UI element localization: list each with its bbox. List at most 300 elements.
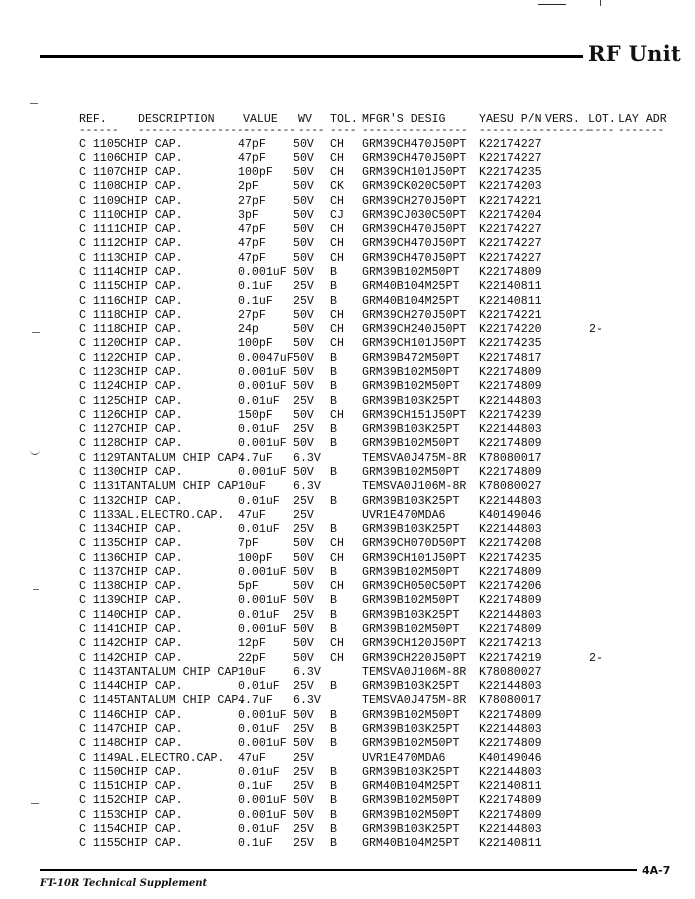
- cell-mfgr-desig: GRM39CH470J50PT: [362, 138, 467, 151]
- cell-ref: C 1108: [79, 180, 121, 193]
- cell-yaesu-pn: K40149046: [479, 509, 542, 522]
- cell-value: 3pF: [238, 209, 259, 222]
- cell-mfgr-desig: GRM39B102M50PT: [362, 623, 460, 636]
- cell-wv: 50V: [293, 223, 314, 236]
- cell-tol: B: [330, 809, 337, 822]
- cell-wv: 25V: [293, 766, 314, 779]
- column-rule: ----: [588, 125, 615, 137]
- cell-mfgr-desig: GRM39CJ030C50PT: [362, 209, 467, 222]
- cell-ref: C 1125: [79, 395, 121, 408]
- column-rule: ------: [79, 125, 119, 137]
- cell-ref: C 1110: [79, 209, 121, 222]
- cell-tol: CH: [330, 337, 344, 350]
- cell-value: 47pF: [238, 237, 266, 250]
- cell-tol: CK: [330, 180, 344, 193]
- cell-mfgr-desig: TEMSVA0J475M-8R: [362, 694, 467, 707]
- cell-value: 0.001uF: [238, 794, 287, 807]
- cell-wv: 50V: [293, 537, 314, 550]
- column-rule: ----: [330, 125, 357, 137]
- cell-description: CHIP CAP.: [120, 366, 183, 379]
- cell-description: CHIP CAP.: [120, 180, 183, 193]
- column-header-tol: TOL.: [330, 113, 358, 126]
- cell-yaesu-pn: K22174809: [479, 566, 542, 579]
- cell-mfgr-desig: TEMSVA0J106M-8R: [362, 480, 467, 493]
- cell-mfgr-desig: GRM39CH240J50PT: [362, 323, 467, 336]
- column-header-yaesu-pn: YAESU P/N: [479, 113, 542, 126]
- cell-mfgr-desig: GRM39B103K25PT: [362, 495, 460, 508]
- cell-tol: B: [330, 823, 337, 836]
- cell-wv: 50V: [293, 195, 314, 208]
- cell-value: 22pF: [238, 652, 266, 665]
- cell-wv: 6.3V: [293, 452, 321, 465]
- cell-mfgr-desig: GRM40B104M25PT: [362, 780, 460, 793]
- cell-yaesu-pn: K22144803: [479, 523, 542, 536]
- cell-description: CHIP CAP.: [120, 266, 183, 279]
- cell-tol: B: [330, 794, 337, 807]
- cell-description: CHIP CAP.: [120, 723, 183, 736]
- cell-wv: 25V: [293, 523, 314, 536]
- cell-ref: C 1111: [79, 223, 121, 236]
- margin-mark: [33, 589, 39, 590]
- cell-mfgr-desig: GRM39B102M50PT: [362, 737, 460, 750]
- cell-description: CHIP CAP.: [120, 195, 183, 208]
- cell-wv: 25V: [293, 752, 314, 765]
- cell-description: AL.ELECTRO.CAP.: [120, 752, 225, 765]
- cell-mfgr-desig: GRM39B103K25PT: [362, 766, 460, 779]
- cell-wv: 50V: [293, 594, 314, 607]
- cell-yaesu-pn: K22174219: [479, 652, 542, 665]
- cell-yaesu-pn: K22174809: [479, 437, 542, 450]
- cell-tol: CH: [330, 580, 344, 593]
- cell-mfgr-desig: GRM40B104M25PT: [362, 837, 460, 850]
- cell-lot: 2-: [589, 323, 603, 336]
- cell-yaesu-pn: K78080027: [479, 666, 542, 679]
- cell-wv: 50V: [293, 552, 314, 565]
- cell-wv: 6.3V: [293, 666, 321, 679]
- cell-tol: CH: [330, 152, 344, 165]
- cell-ref: C 1148: [79, 737, 121, 750]
- cell-mfgr-desig: GRM39CH101J50PT: [362, 337, 467, 350]
- cell-value: 150pF: [238, 409, 273, 422]
- header-rule: [40, 55, 583, 58]
- column-header-lot: LOT.: [588, 113, 616, 126]
- cell-mfgr-desig: GRM39B103K25PT: [362, 823, 460, 836]
- cell-tol: CH: [330, 237, 344, 250]
- cell-wv: 50V: [293, 409, 314, 422]
- cell-mfgr-desig: UVR1E470MDA6: [362, 752, 446, 765]
- cell-yaesu-pn: K22174235: [479, 166, 542, 179]
- cell-value: 0.01uF: [238, 609, 280, 622]
- cell-ref: C 1153: [79, 809, 121, 822]
- cell-description: CHIP CAP.: [120, 680, 183, 693]
- cell-yaesu-pn: K22174809: [479, 266, 542, 279]
- cell-tol: B: [330, 366, 337, 379]
- cell-ref: C 1129: [79, 452, 121, 465]
- cell-description: CHIP CAP.: [120, 837, 183, 850]
- cell-ref: C 1151: [79, 780, 121, 793]
- cell-wv: 25V: [293, 423, 314, 436]
- cell-value: 2pF: [238, 180, 259, 193]
- cell-description: CHIP CAP.: [120, 337, 183, 350]
- cell-description: CHIP CAP.: [120, 594, 183, 607]
- margin-mark: [30, 103, 38, 104]
- cell-wv: 6.3V: [293, 480, 321, 493]
- cell-description: CHIP CAP.: [120, 380, 183, 393]
- cell-tol: CH: [330, 537, 344, 550]
- cell-yaesu-pn: K78080027: [479, 480, 542, 493]
- cell-value: 0.001uF: [238, 737, 287, 750]
- cell-ref: C 1142: [79, 637, 121, 650]
- cell-description: CHIP CAP.: [120, 423, 183, 436]
- cell-description: CHIP CAP.: [120, 352, 183, 365]
- cell-description: CHIP CAP.: [120, 466, 183, 479]
- cell-ref: C 1136: [79, 552, 121, 565]
- cell-description: CHIP CAP.: [120, 323, 183, 336]
- cell-value: 0.001uF: [238, 566, 287, 579]
- cell-tol: CH: [330, 309, 344, 322]
- cell-mfgr-desig: GRM39CH270J50PT: [362, 309, 467, 322]
- cell-value: 0.001uF: [238, 380, 287, 393]
- top-edge-mark: [538, 4, 566, 5]
- cell-tol: B: [330, 523, 337, 536]
- margin-mark: [32, 332, 40, 333]
- cell-wv: 50V: [293, 337, 314, 350]
- cell-ref: C 1132: [79, 495, 121, 508]
- cell-mfgr-desig: GRM39B103K25PT: [362, 423, 460, 436]
- cell-value: 0.001uF: [238, 809, 287, 822]
- cell-yaesu-pn: K22140811: [479, 837, 542, 850]
- column-rule: ----: [298, 125, 325, 137]
- cell-ref: C 1113: [79, 252, 121, 265]
- column-rule: -------: [618, 125, 665, 137]
- section-title: RF Unit: [588, 41, 682, 66]
- column-rule: --------: [243, 125, 296, 137]
- cell-description: CHIP CAP.: [120, 437, 183, 450]
- cell-tol: B: [330, 623, 337, 636]
- cell-value: 0.001uF: [238, 709, 287, 722]
- cell-mfgr-desig: TEMSVA0J475M-8R: [362, 452, 467, 465]
- document-title: FT-10R Technical Supplement: [40, 878, 208, 889]
- cell-yaesu-pn: K22174227: [479, 237, 542, 250]
- cell-ref: C 1120: [79, 337, 121, 350]
- cell-ref: C 1112: [79, 237, 121, 250]
- cell-value: 0.001uF: [238, 623, 287, 636]
- cell-value: 0.01uF: [238, 523, 280, 536]
- cell-yaesu-pn: K22174221: [479, 195, 542, 208]
- cell-mfgr-desig: GRM39CH270J50PT: [362, 195, 467, 208]
- cell-ref: C 1138: [79, 580, 121, 593]
- column-rule: -----------------: [138, 125, 251, 137]
- cell-yaesu-pn: K22174208: [479, 537, 542, 550]
- cell-yaesu-pn: K22144803: [479, 395, 542, 408]
- cell-mfgr-desig: GRM39CH050C50PT: [362, 580, 467, 593]
- cell-mfgr-desig: GRM39B103K25PT: [362, 523, 460, 536]
- margin-curve-mark: [30, 446, 40, 455]
- cell-description: CHIP CAP.: [120, 552, 183, 565]
- cell-wv: 50V: [293, 252, 314, 265]
- cell-value: 4.7uF: [238, 694, 273, 707]
- cell-description: CHIP CAP.: [120, 152, 183, 165]
- cell-wv: 50V: [293, 138, 314, 151]
- cell-description: CHIP CAP.: [120, 523, 183, 536]
- cell-mfgr-desig: GRM39B102M50PT: [362, 709, 460, 722]
- cell-yaesu-pn: K22174235: [479, 552, 542, 565]
- cell-mfgr-desig: GRM39B103K25PT: [362, 723, 460, 736]
- cell-mfgr-desig: GRM39CH120J50PT: [362, 637, 467, 650]
- cell-value: 0.001uF: [238, 366, 287, 379]
- cell-mfgr-desig: GRM39CH470J50PT: [362, 252, 467, 265]
- cell-wv: 50V: [293, 180, 314, 193]
- cell-yaesu-pn: K22174227: [479, 152, 542, 165]
- cell-description: CHIP CAP.: [120, 252, 183, 265]
- cell-ref: C 1149: [79, 752, 121, 765]
- cell-mfgr-desig: GRM39B102M50PT: [362, 466, 460, 479]
- cell-ref: C 1124: [79, 380, 121, 393]
- cell-tol: B: [330, 495, 337, 508]
- top-edge-tick: [600, 0, 601, 6]
- cell-value: 0.1uF: [238, 837, 273, 850]
- cell-ref: C 1123: [79, 366, 121, 379]
- cell-description: CHIP CAP.: [120, 537, 183, 550]
- cell-tol: B: [330, 609, 337, 622]
- cell-ref: C 1118: [79, 309, 121, 322]
- cell-ref: C 1147: [79, 723, 121, 736]
- cell-yaesu-pn: K22144803: [479, 609, 542, 622]
- cell-wv: 50V: [293, 623, 314, 636]
- cell-value: 0.1uF: [238, 295, 273, 308]
- cell-yaesu-pn: K40149046: [479, 752, 542, 765]
- cell-description: CHIP CAP.: [120, 652, 183, 665]
- cell-description: CHIP CAP.: [120, 766, 183, 779]
- cell-description: CHIP CAP.: [120, 609, 183, 622]
- cell-tol: B: [330, 266, 337, 279]
- cell-ref: C 1109: [79, 195, 121, 208]
- cell-ref: C 1115: [79, 280, 121, 293]
- cell-description: CHIP CAP.: [120, 280, 183, 293]
- cell-ref: C 1152: [79, 794, 121, 807]
- cell-value: 0.1uF: [238, 280, 273, 293]
- cell-value: 0.0047uF: [238, 352, 294, 365]
- cell-ref: C 1133: [79, 509, 121, 522]
- cell-value: 0.01uF: [238, 395, 280, 408]
- cell-yaesu-pn: K22174235: [479, 337, 542, 350]
- cell-tol: CH: [330, 166, 344, 179]
- cell-mfgr-desig: GRM39CH101J50PT: [362, 552, 467, 565]
- cell-wv: 25V: [293, 495, 314, 508]
- cell-yaesu-pn: K22174206: [479, 580, 542, 593]
- cell-value: 47pF: [238, 223, 266, 236]
- cell-description: CHIP CAP.: [120, 409, 183, 422]
- cell-value: 0.001uF: [238, 466, 287, 479]
- cell-ref: C 1128: [79, 437, 121, 450]
- column-header-description: DESCRIPTION: [138, 113, 215, 126]
- cell-mfgr-desig: GRM39CK020C50PT: [362, 180, 467, 193]
- cell-yaesu-pn: K22174809: [479, 380, 542, 393]
- cell-value: 0.001uF: [238, 594, 287, 607]
- cell-wv: 50V: [293, 437, 314, 450]
- cell-mfgr-desig: GRM39B103K25PT: [362, 680, 460, 693]
- column-header-ref: REF.: [79, 113, 107, 126]
- cell-value: 0.01uF: [238, 823, 280, 836]
- cell-description: CHIP CAP.: [120, 166, 183, 179]
- cell-yaesu-pn: K22174227: [479, 223, 542, 236]
- cell-ref: C 1106: [79, 152, 121, 165]
- cell-ref: C 1107: [79, 166, 121, 179]
- column-header-wv: WV: [298, 113, 312, 126]
- cell-wv: 25V: [293, 395, 314, 408]
- cell-description: CHIP CAP.: [120, 209, 183, 222]
- cell-value: 0.01uF: [238, 495, 280, 508]
- cell-tol: B: [330, 423, 337, 436]
- cell-wv: 50V: [293, 566, 314, 579]
- cell-ref: C 1126: [79, 409, 121, 422]
- cell-mfgr-desig: GRM39CH220J50PT: [362, 652, 467, 665]
- cell-value: 24p: [238, 323, 259, 336]
- cell-value: 10uF: [238, 480, 266, 493]
- cell-yaesu-pn: K22140811: [479, 280, 542, 293]
- cell-value: 47pF: [238, 152, 266, 165]
- column-header-lay-adr: LAY ADR: [618, 113, 667, 126]
- cell-ref: C 1134: [79, 523, 121, 536]
- cell-tol: CJ: [330, 209, 344, 222]
- cell-wv: 25V: [293, 780, 314, 793]
- cell-description: AL.ELECTRO.CAP.: [120, 509, 225, 522]
- cell-description: CHIP CAP.: [120, 823, 183, 836]
- cell-mfgr-desig: GRM39B102M50PT: [362, 380, 460, 393]
- cell-value: 47pF: [238, 252, 266, 265]
- cell-value: 0.01uF: [238, 680, 280, 693]
- cell-description: CHIP CAP.: [120, 637, 183, 650]
- cell-description: CHIP CAP.: [120, 809, 183, 822]
- cell-tol: CH: [330, 195, 344, 208]
- cell-wv: 25V: [293, 723, 314, 736]
- cell-wv: 50V: [293, 637, 314, 650]
- cell-tol: B: [330, 723, 337, 736]
- cell-wv: 50V: [293, 794, 314, 807]
- cell-ref: C 1105: [79, 138, 121, 151]
- cell-mfgr-desig: GRM39B103K25PT: [362, 609, 460, 622]
- cell-mfgr-desig: GRM39B102M50PT: [362, 809, 460, 822]
- cell-value: 5pF: [238, 580, 259, 593]
- cell-tol: B: [330, 280, 337, 293]
- cell-ref: C 1130: [79, 466, 121, 479]
- cell-value: 0.1uF: [238, 780, 273, 793]
- cell-tol: B: [330, 709, 337, 722]
- cell-yaesu-pn: K22174227: [479, 252, 542, 265]
- cell-ref: C 1144: [79, 680, 121, 693]
- cell-value: 100pF: [238, 552, 273, 565]
- cell-yaesu-pn: K22174221: [479, 309, 542, 322]
- cell-mfgr-desig: GRM39CH070D50PT: [362, 537, 467, 550]
- cell-yaesu-pn: K22174203: [479, 180, 542, 193]
- cell-description: TANTALUM CHIP CAP.: [120, 694, 246, 707]
- cell-yaesu-pn: K22174809: [479, 366, 542, 379]
- cell-yaesu-pn: K22140811: [479, 295, 542, 308]
- cell-ref: C 1122: [79, 352, 121, 365]
- cell-tol: B: [330, 780, 337, 793]
- cell-description: CHIP CAP.: [120, 623, 183, 636]
- cell-yaesu-pn: K22174817: [479, 352, 542, 365]
- cell-wv: 50V: [293, 652, 314, 665]
- cell-tol: CH: [330, 652, 344, 665]
- cell-value: 4.7uF: [238, 452, 273, 465]
- cell-tol: CH: [330, 252, 344, 265]
- cell-wv: 50V: [293, 266, 314, 279]
- cell-yaesu-pn: K22174809: [479, 594, 542, 607]
- footer-rule: [40, 869, 637, 871]
- cell-wv: 50V: [293, 580, 314, 593]
- cell-wv: 50V: [293, 166, 314, 179]
- cell-mfgr-desig: GRM39B102M50PT: [362, 594, 460, 607]
- cell-description: CHIP CAP.: [120, 737, 183, 750]
- cell-wv: 50V: [293, 352, 314, 365]
- cell-lot: 2-: [589, 652, 603, 665]
- cell-wv: 25V: [293, 823, 314, 836]
- cell-value: 0.01uF: [238, 423, 280, 436]
- cell-yaesu-pn: K22174809: [479, 794, 542, 807]
- cell-mfgr-desig: GRM39CH470J50PT: [362, 223, 467, 236]
- cell-description: TANTALUM CHIP CAP.: [120, 480, 246, 493]
- cell-value: 7pF: [238, 537, 259, 550]
- cell-wv: 50V: [293, 737, 314, 750]
- cell-wv: 50V: [293, 309, 314, 322]
- cell-wv: 6.3V: [293, 694, 321, 707]
- column-header-mfgr-desig: MFGR'S DESIG: [362, 113, 446, 126]
- cell-ref: C 1141: [79, 623, 121, 636]
- cell-yaesu-pn: K22174809: [479, 809, 542, 822]
- cell-wv: 25V: [293, 295, 314, 308]
- cell-description: CHIP CAP.: [120, 495, 183, 508]
- cell-yaesu-pn: K22144803: [479, 680, 542, 693]
- cell-wv: 50V: [293, 809, 314, 822]
- cell-yaesu-pn: K22144803: [479, 823, 542, 836]
- cell-description: CHIP CAP.: [120, 566, 183, 579]
- cell-mfgr-desig: UVR1E470MDA6: [362, 509, 446, 522]
- cell-mfgr-desig: GRM39CH151J50PT: [362, 409, 467, 422]
- cell-tol: B: [330, 737, 337, 750]
- cell-tol: CH: [330, 552, 344, 565]
- cell-yaesu-pn: K22174809: [479, 466, 542, 479]
- cell-ref: C 1118: [79, 323, 121, 336]
- cell-description: CHIP CAP.: [120, 295, 183, 308]
- margin-mark: [31, 803, 39, 804]
- cell-wv: 25V: [293, 280, 314, 293]
- cell-description: CHIP CAP.: [120, 395, 183, 408]
- cell-wv: 50V: [293, 323, 314, 336]
- column-rule: -------: [545, 125, 592, 137]
- cell-wv: 25V: [293, 509, 314, 522]
- cell-mfgr-desig: GRM39B102M50PT: [362, 266, 460, 279]
- cell-tol: B: [330, 566, 337, 579]
- cell-ref: C 1139: [79, 594, 121, 607]
- cell-mfgr-desig: GRM39CH470J50PT: [362, 152, 467, 165]
- cell-ref: C 1150: [79, 766, 121, 779]
- cell-ref: C 1142: [79, 652, 121, 665]
- cell-ref: C 1127: [79, 423, 121, 436]
- cell-tol: CH: [330, 223, 344, 236]
- cell-tol: B: [330, 437, 337, 450]
- cell-description: CHIP CAP.: [120, 223, 183, 236]
- cell-tol: B: [330, 295, 337, 308]
- cell-wv: 25V: [293, 680, 314, 693]
- cell-value: 47pF: [238, 138, 266, 151]
- cell-ref: C 1145: [79, 694, 121, 707]
- cell-mfgr-desig: GRM39CH101J50PT: [362, 166, 467, 179]
- cell-yaesu-pn: K22144803: [479, 423, 542, 436]
- cell-value: 47uF: [238, 752, 266, 765]
- cell-value: 47uF: [238, 509, 266, 522]
- cell-description: CHIP CAP.: [120, 580, 183, 593]
